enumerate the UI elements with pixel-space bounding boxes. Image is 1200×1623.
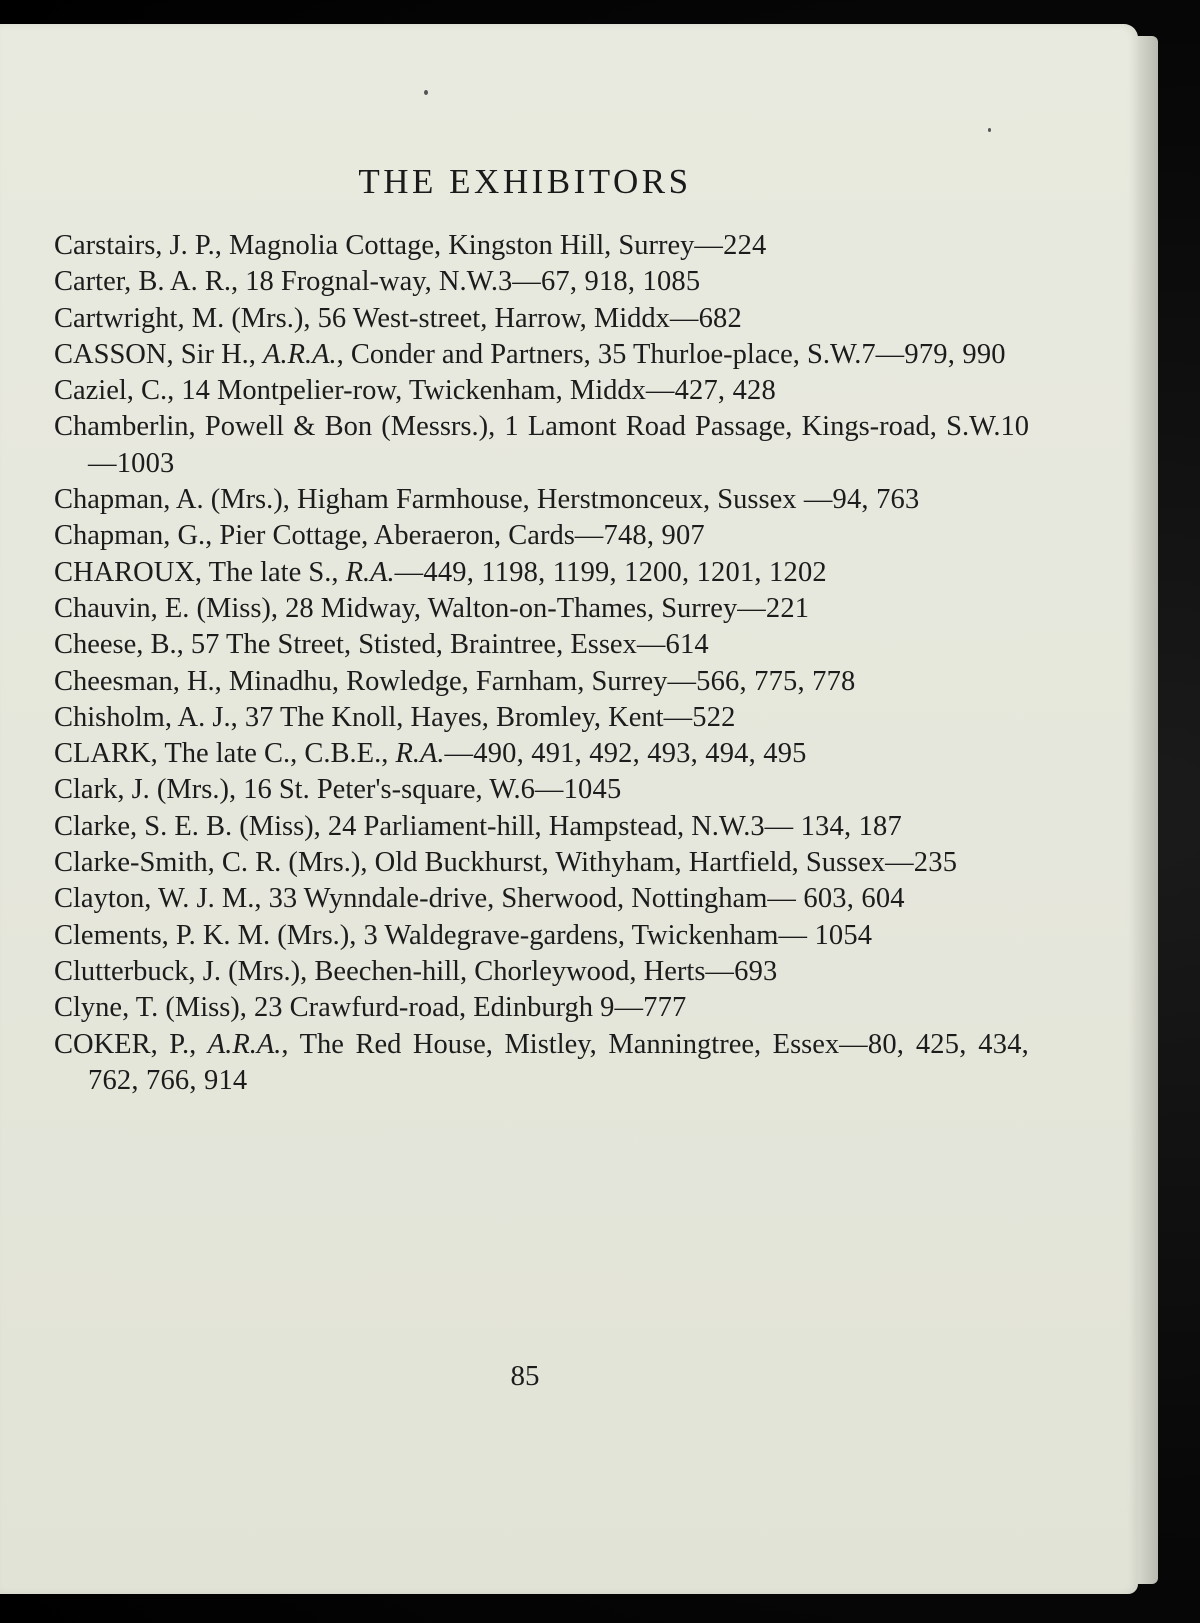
exhibitor-entry: Chapman, G., Pier Cottage, Aberaeron, Cards—748, 907 bbox=[54, 520, 705, 552]
exhibitor-entry: Chapman, A. (Mrs.), Higham Farmhouse, Herstmonceux, Sussex —94, 763 bbox=[54, 484, 920, 516]
page-number: 85 bbox=[510, 1360, 540, 1392]
exhibitor-entry: CLARK, The late C., C.B.E., R.A.—490, 491, 492, 493, 494, 495 bbox=[54, 738, 807, 770]
exhibitor-entry: Clyne, T. (Miss), 23 Crawfurd-road, Edinburgh 9—777 bbox=[54, 992, 687, 1024]
page-title: THE EXHIBITORS bbox=[358, 162, 692, 201]
exhibitor-entry: Carstairs, J. P., Magnolia Cottage, Kingston Hill, Surrey—224 bbox=[54, 230, 767, 261]
paper-speck bbox=[988, 128, 991, 132]
exhibitor-entry: COKER, P., A.R.A., The Red House, Mistley, Manningtree, Essex—80, 425, 434, 762, 766, 914 bbox=[54, 1028, 1029, 1096]
exhibitor-entry: Chisholm, A. J., 37 The Knoll, Hayes, Bromley, Kent—522 bbox=[54, 701, 736, 733]
exhibitor-entry: CASSON, Sir H., A.R.A., Conder and Partners, 35 Thurloe-place, S.W.7—979, 990 bbox=[54, 338, 1006, 370]
exhibitor-entry: Clarke-Smith, C. R. (Mrs.), Old Buckhurst, Withyham, Hartfield, Sussex—235 bbox=[54, 847, 958, 879]
exhibitor-entry: Chauvin, E. (Miss), 28 Midway, Walton-on-Thames, Surrey—221 bbox=[54, 592, 810, 624]
exhibitor-entry: Caziel, C., 14 Montpelier-row, Twickenham, Middx—427, 428 bbox=[54, 375, 776, 407]
exhibitor-entry: Clements, P. K. M. (Mrs.), 3 Waldegrave-gardens, Twickenham— 1054 bbox=[54, 919, 873, 951]
exhibitor-entry: Cheese, B., 57 The Street, Stisted, Braintree, Essex—614 bbox=[54, 629, 709, 661]
exhibitor-entry: Cartwright, M. (Mrs.), 56 West-street, Harrow, Middx—682 bbox=[54, 302, 742, 334]
exhibitor-entry: Chamberlin, Powell & Bon (Messrs.), 1 Lamont Road Passage, Kings-road, S.W.10—1003 bbox=[54, 411, 1029, 479]
exhibitor-entry: Clarke, S. E. B. (Miss), 24 Parliament-hill, Hampstead, N.W.3— 134, 187 bbox=[54, 810, 902, 842]
exhibitor-entry: CHAROUX, The late S., R.A.—449, 1198, 1199, 1200, 1201, 1202 bbox=[54, 556, 827, 588]
exhibitor-entry: Cheesman, H., Minadhu, Rowledge, Farnham, Surrey—566, 775, 778 bbox=[54, 665, 856, 697]
exhibitor-entry: Carter, B. A. R., 18 Frognal-way, N.W.3—67, 918, 1085 bbox=[54, 266, 701, 298]
exhibitor-entry: Clutterbuck, J. (Mrs.), Beechen-hill, Chorleywood, Herts—693 bbox=[54, 955, 778, 987]
paper-speck bbox=[424, 90, 428, 95]
exhibitor-entry: Clayton, W. J. M., 33 Wynndale-drive, Sherwood, Nottingham— 603, 604 bbox=[54, 883, 905, 915]
exhibitor-entry: Clark, J. (Mrs.), 16 St. Peter's-square, W.6—1045 bbox=[54, 774, 622, 806]
exhibitor-list bbox=[54, 228, 1029, 1099]
